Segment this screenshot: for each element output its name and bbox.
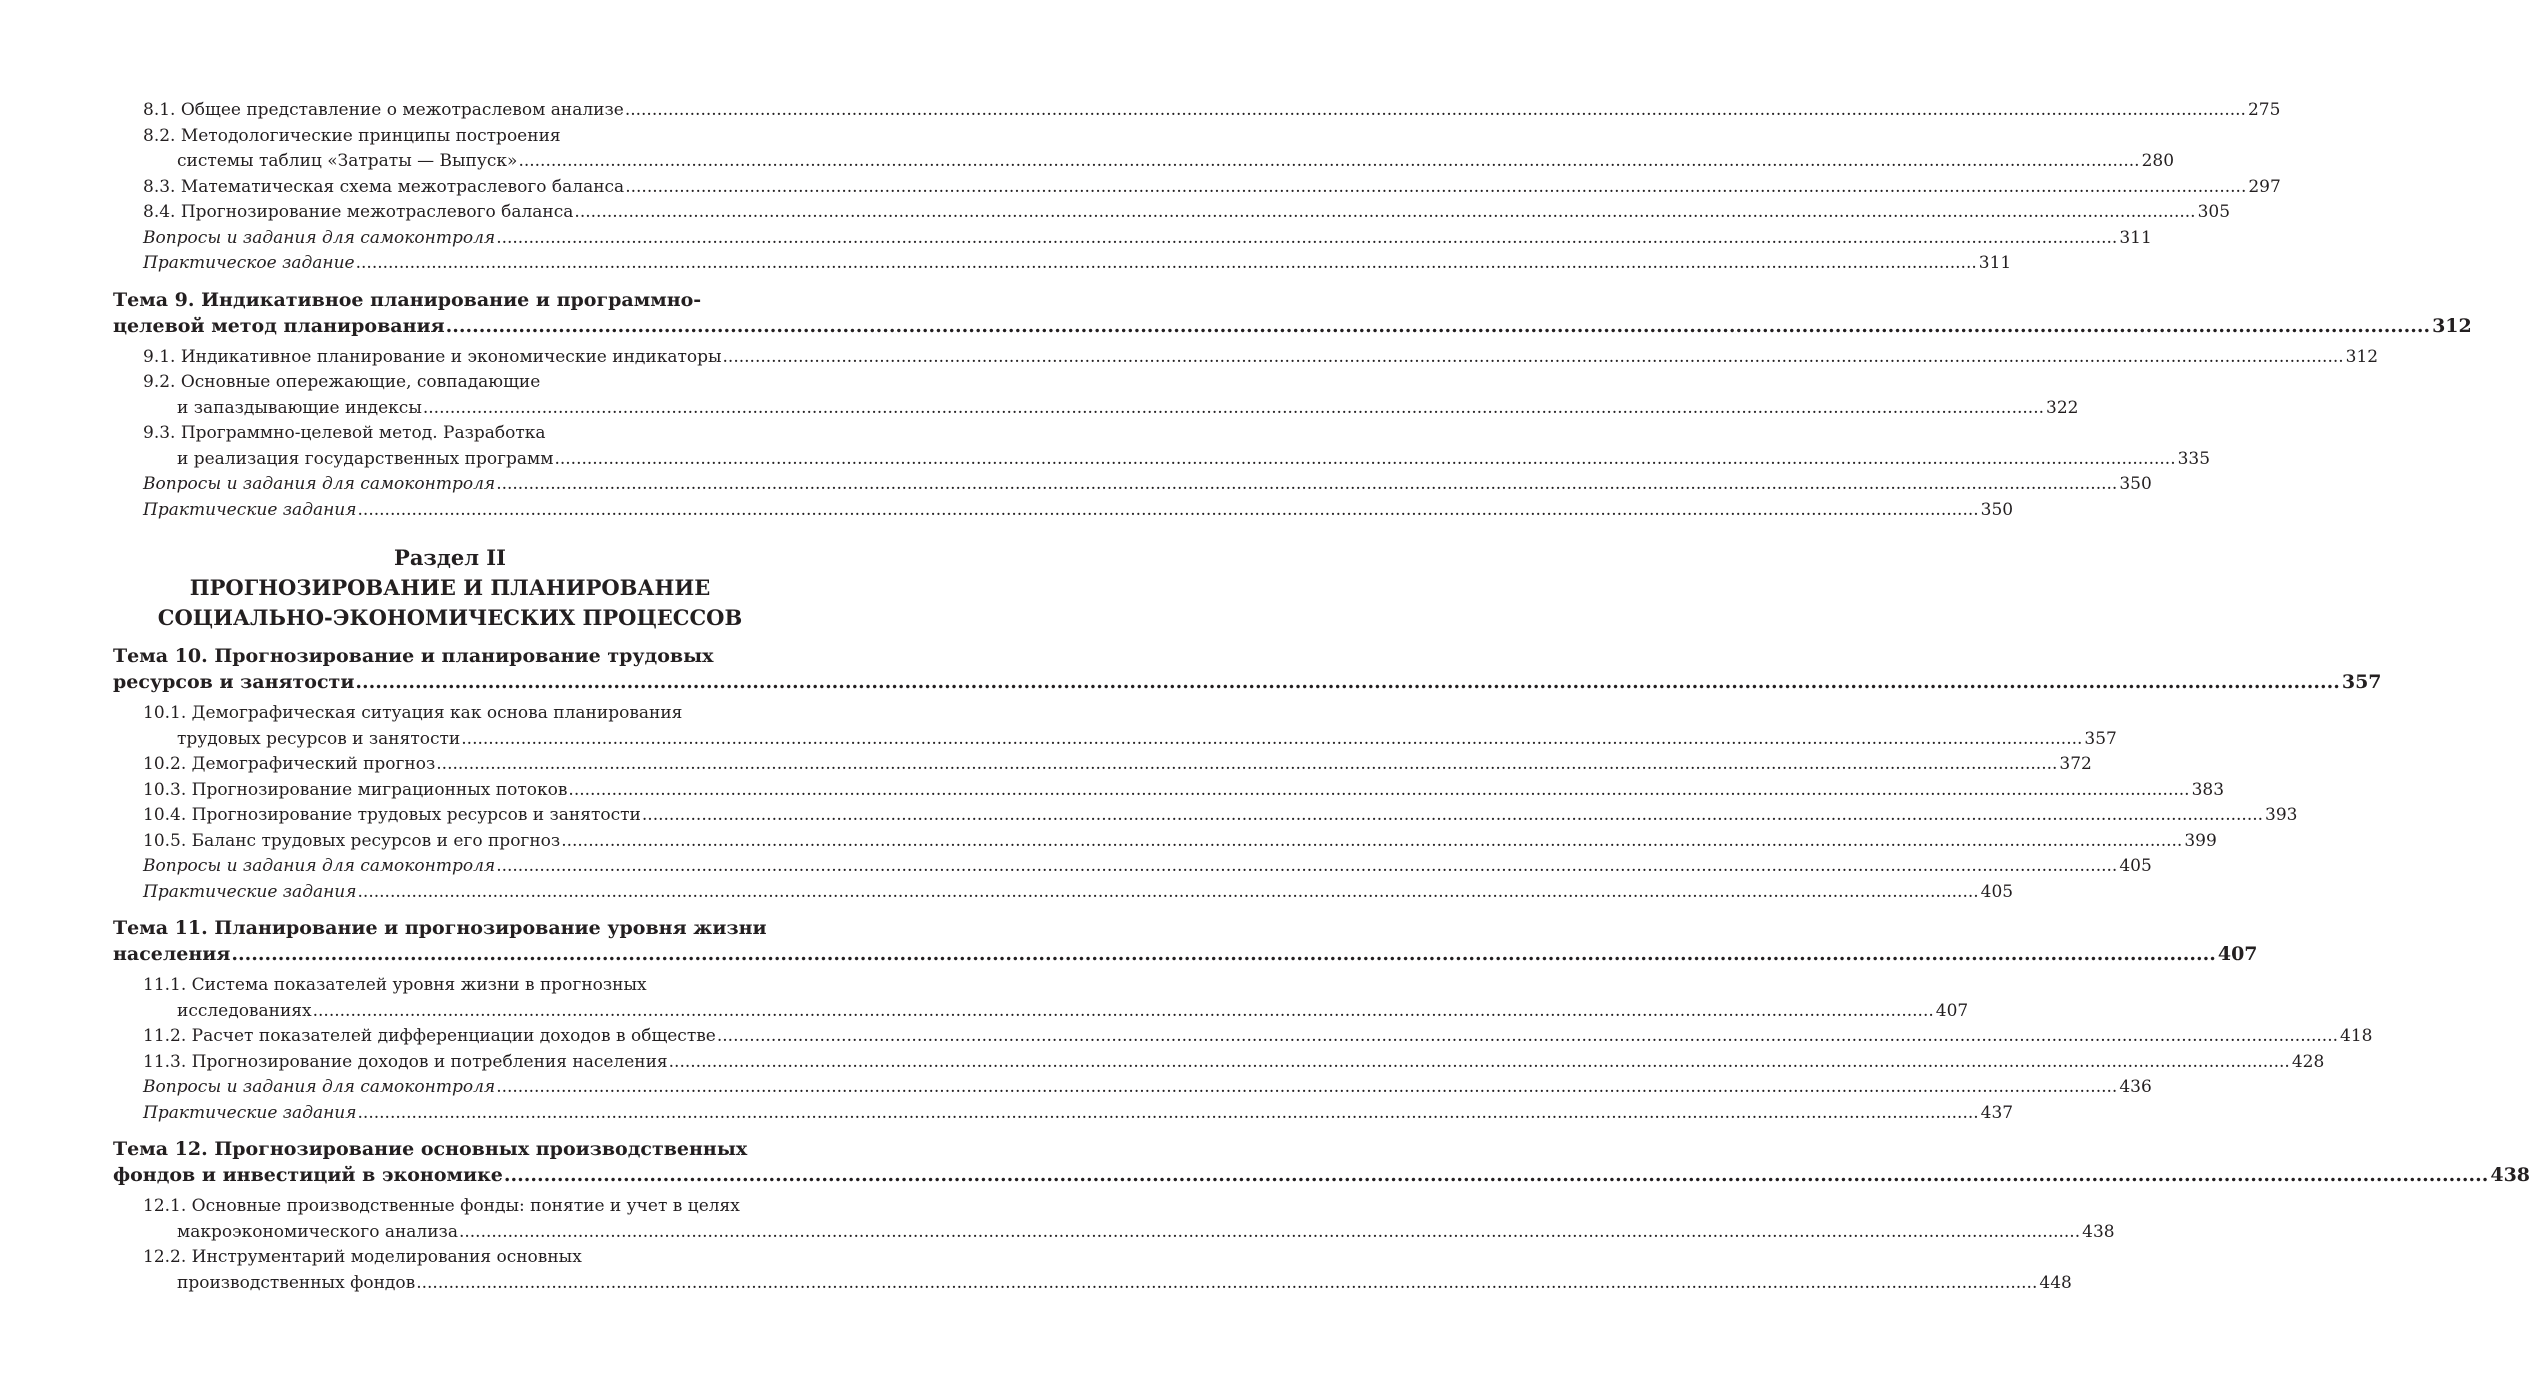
toc-entry-title: системы таблиц «Затраты — Выпуск» (177, 151, 518, 171)
toc-entry-line (143, 752, 2092, 778)
toc-entry-practice-9 (113, 498, 2014, 524)
page-number: 280 (2141, 151, 2175, 171)
toc-entry-title: 12.1. Основные производственные фонды: понятие и учет в целях (143, 1196, 740, 1216)
toc-chapter-12 (113, 1136, 2530, 1188)
page-number: 335 (2177, 448, 2211, 469)
page-number: 275 (2247, 100, 2281, 120)
page-number: 322 (2046, 397, 2079, 418)
toc-entry-practice-8 (113, 251, 2012, 277)
dot-leader: ............................................................................................................................................................................................................................................................................................................ (357, 499, 1979, 520)
toc-entry-line (143, 778, 2225, 804)
dot-leader: ............................................................................................................................................................................................................................................................................................................ (357, 881, 1979, 902)
dot-leader: ............................................................................................................................................................................................................................................................................................................ (357, 1102, 1979, 1123)
dot-leader: ............................................................................................................................................................................................................................................................................................................ (422, 397, 2045, 418)
toc-entry-practice-11 (113, 1101, 2014, 1127)
dot-leader: ............................................................................................................................................................................................................................................................................................................ (561, 830, 2183, 851)
toc-entry-line (143, 396, 2079, 422)
page-number: 399 (2184, 830, 2217, 851)
toc-entry-10-1 (113, 701, 2117, 752)
toc-entry-questions-11 (113, 1075, 2152, 1101)
toc-entry-line (143, 1101, 2014, 1127)
toc-entry-line (143, 447, 2211, 473)
toc-entry-title: 10.3. Прогнозирование миграционных потоков (143, 779, 568, 800)
toc-entry-8-3 (113, 175, 2281, 201)
dot-leader: ............................................................................................................................................................................................................................................................................................................ (496, 227, 2118, 248)
toc-entry-title: 8.4. Прогнозирование межотраслевого баланса (143, 202, 574, 222)
dot-leader: ............................................................................................................................................................................................................................................................................................................ (568, 779, 2190, 800)
toc-entry-12-2 (113, 1245, 2072, 1296)
dot-leader: ............................................................................................................................................................................................................................................................................................................ (312, 1000, 1934, 1021)
toc-entry-10-3 (113, 778, 2225, 804)
dot-leader: ............................................................................................................................................................................................................................................................................................................ (231, 943, 2216, 965)
toc-entry-line (113, 941, 2258, 967)
toc-entry-line (143, 472, 2152, 498)
toc-entry-10-2 (113, 752, 2092, 778)
section-heading (113, 543, 787, 633)
toc-entry-8-1 (113, 98, 2281, 124)
page-number: 350 (1980, 499, 2014, 520)
toc-entry-line (143, 727, 2117, 753)
toc-entry-title: Практические задания (143, 1102, 357, 1123)
toc-entry-9-2 (113, 370, 2079, 421)
toc-entry-title: Практические задания (143, 499, 357, 520)
toc-entry-title: 10.1. Демографическая ситуация как основа планирования (143, 703, 683, 723)
toc-entry-title: Тема 11. Планирование и прогнозирование уровня жизни (113, 917, 767, 939)
dot-leader: ............................................................................................................................................................................................................................................................................................................ (355, 671, 2340, 693)
toc-entry-title: и реализация государственных программ (177, 448, 554, 469)
dot-leader: ............................................................................................................................................................................................................................................................................................................ (518, 151, 2140, 171)
toc-entry-line (143, 1220, 2115, 1246)
page-number: 393 (2265, 805, 2298, 825)
toc-entry-title: фондов и инвестиций в экономике (113, 1164, 503, 1186)
toc-entry-title: 10.4. Прогнозирование трудовых ресурсов и занятости (143, 805, 641, 825)
page-number: 305 (2197, 202, 2231, 222)
toc-entry-title: Тема 10. Прогнозирование и планирование трудовых (113, 645, 714, 667)
toc-entry-title: 10.5. Баланс трудовых ресурсов и его прогноз (143, 830, 561, 851)
toc-entry-title: целевой метод планирования (113, 314, 445, 337)
toc-content (113, 98, 2530, 1296)
dot-leader: ............................................................................................................................................................................................................................................................................................................ (355, 253, 1977, 273)
toc-entry-title: исследованиях (177, 1000, 312, 1021)
toc-entry-title: 11.3. Прогнозирование доходов и потребления населения (143, 1051, 668, 1072)
page-number: 372 (2059, 754, 2092, 774)
dot-leader: ............................................................................................................................................................................................................................................................................................................ (496, 1077, 2118, 1097)
toc-entry-11-3 (113, 1050, 2325, 1076)
page-number: 448 (2039, 1272, 2072, 1293)
toc-entry-line (113, 313, 2472, 339)
toc-entry-line (143, 854, 2152, 880)
toc-entry-title: и запаздывающие индексы (177, 397, 422, 418)
page-number: 407 (2217, 943, 2258, 965)
toc-entry-title: Вопросы и задания для самоконтроля (143, 227, 496, 248)
toc-entry-title: 8.3. Математическая схема межотраслевого баланса (143, 176, 625, 197)
toc-entry-line (143, 999, 1969, 1025)
toc-entry-title: ресурсов и занятости (113, 671, 355, 693)
toc-entry-line (143, 175, 2281, 201)
page-number: 312 (2345, 346, 2379, 367)
section-subtitle-line2: СОЦИАЛЬНО-ЭКОНОМИЧЕСКИХ ПРОЦЕССОВ (157, 605, 743, 630)
toc-entry-11-2 (113, 1024, 2373, 1050)
toc-entry-line (143, 803, 2298, 829)
toc-entry-10-4 (113, 803, 2298, 829)
toc-entry-title: Тема 12. Прогнозирование основных производственных (113, 1138, 748, 1160)
dot-leader: ............................................................................................................................................................................................................................................................................................................ (445, 314, 2431, 337)
toc-entry-line (143, 251, 2012, 277)
toc-entry-title: Практическое задание (143, 253, 355, 273)
toc-chapter-10 (113, 643, 2382, 695)
toc-entry-10-5 (113, 829, 2217, 855)
page-number: 436 (2119, 1077, 2152, 1097)
page-number: 407 (1935, 1000, 1969, 1021)
page-number: 297 (2248, 176, 2281, 197)
toc-entry-title: 10.2. Демографический прогноз (143, 754, 436, 774)
page-number: 437 (1980, 1102, 2014, 1123)
toc-entry-title: трудовых ресурсов и занятости (177, 728, 461, 749)
toc-entry-title: макроэкономического анализа (177, 1221, 458, 1242)
toc-entry-title: населения (113, 943, 231, 965)
toc-entry-8-2 (113, 124, 2175, 175)
toc-entry-questions-8 (113, 226, 2152, 252)
toc-entry-line (143, 200, 2231, 226)
dot-leader: ............................................................................................................................................................................................................................................................................................................ (458, 1221, 2081, 1242)
toc-entry-line (143, 345, 2379, 371)
page-number: 312 (2432, 314, 2472, 337)
toc-entry-title: Практические задания (143, 881, 357, 902)
toc-entry-line (143, 498, 2014, 524)
dot-leader: ............................................................................................................................................................................................................................................................................................................ (436, 754, 2058, 774)
dot-leader: ............................................................................................................................................................................................................................................................................................................ (496, 474, 2118, 494)
toc-entry-questions-9 (113, 472, 2152, 498)
toc-entry-title: производственных фондов (177, 1272, 416, 1293)
toc-entry-line (113, 1162, 2530, 1188)
section-subtitle-line1: ПРОГНОЗИРОВАНИЕ И ПЛАНИРОВАНИЕ (189, 575, 711, 600)
toc-entry-questions-10 (113, 854, 2152, 880)
toc-entry-9-1 (113, 345, 2379, 371)
toc-entry-line (143, 226, 2152, 252)
dot-leader: ............................................................................................................................................................................................................................................................................................................ (496, 856, 2118, 876)
toc-entry-title: 8.2. Методологические принципы построения (143, 125, 561, 146)
page-number: 428 (2291, 1051, 2325, 1072)
toc-entry-line (143, 829, 2217, 855)
dot-leader: ............................................................................................................................................................................................................................................................................................................ (716, 1026, 2339, 1046)
page-number: 438 (2082, 1221, 2115, 1242)
page-number: 311 (1978, 253, 2012, 273)
dot-leader: ............................................................................................................................................................................................................................................................................................................ (625, 176, 2247, 197)
page-number: 357 (2341, 671, 2382, 693)
page-number: 418 (2340, 1026, 2373, 1046)
toc-entry-12-1 (113, 1194, 2115, 1245)
dot-leader: ............................................................................................................................................................................................................................................................................................................ (668, 1051, 2290, 1072)
dot-leader: ............................................................................................................................................................................................................................................................................................................ (641, 805, 2264, 825)
toc-entry-title: 8.1. Общее представление о межотраслевом анализе (143, 100, 624, 120)
toc-entry-line (113, 669, 2382, 695)
toc-entry-line (143, 1050, 2325, 1076)
dot-leader: ............................................................................................................................................................................................................................................................................................................ (503, 1164, 2489, 1186)
toc-entry-line (143, 880, 2014, 906)
toc-entry-9-3 (113, 421, 2211, 472)
toc-entry-title: 9.3. Программно-целевой метод. Разработка (143, 423, 546, 443)
dot-leader: ............................................................................................................................................................................................................................................................................................................ (574, 202, 2196, 222)
toc-entry-8-4 (113, 200, 2231, 226)
toc-entry-title: 9.2. Основные опережающие, совпадающие (143, 372, 541, 392)
toc-entry-title: 9.1. Индикативное планирование и экономические индикаторы (143, 346, 722, 367)
page-number: 438 (2490, 1164, 2530, 1186)
toc-entry-title: 11.1. Система показателей уровня жизни в прогнозных (143, 975, 647, 995)
page-number: 405 (2119, 856, 2152, 876)
page-number: 405 (1980, 881, 2014, 902)
toc-chapter-9 (113, 287, 2472, 339)
toc-entry-title: 12.2. Инструментарий моделирования основных (143, 1247, 582, 1267)
dot-leader: ............................................................................................................................................................................................................................................................................................................ (416, 1272, 2038, 1293)
toc-entry-practice-10 (113, 880, 2014, 906)
toc-entry-line (143, 98, 2281, 124)
page-number: 357 (2084, 728, 2117, 749)
page-number: 311 (2119, 227, 2152, 248)
page-number: 383 (2191, 779, 2225, 800)
dot-leader: ............................................................................................................................................................................................................................................................................................................ (722, 346, 2344, 367)
toc-entry-11-1 (113, 973, 1969, 1024)
toc-entry-line (143, 149, 2175, 175)
toc-entry-title: Вопросы и задания для самоконтроля (143, 856, 496, 876)
toc-entry-line (143, 1075, 2152, 1101)
dot-leader: ............................................................................................................................................................................................................................................................................................................ (461, 728, 2083, 749)
toc-entry-title: 11.2. Расчет показателей дифференциации доходов в обществе (143, 1026, 716, 1046)
toc-entry-line (143, 1271, 2072, 1297)
toc-entry-line (143, 1024, 2373, 1050)
dot-leader: ............................................................................................................................................................................................................................................................................................................ (624, 100, 2246, 120)
page-number: 350 (2119, 474, 2152, 494)
toc-entry-title: Тема 9. Индикативное планирование и программно- (113, 288, 702, 311)
section-title: Раздел II (394, 545, 506, 570)
toc-chapter-11 (113, 915, 2258, 967)
toc-entry-title: Вопросы и задания для самоконтроля (143, 474, 496, 494)
toc-entry-title: Вопросы и задания для самоконтроля (143, 1077, 496, 1097)
dot-leader: ............................................................................................................................................................................................................................................................................................................ (554, 448, 2176, 469)
